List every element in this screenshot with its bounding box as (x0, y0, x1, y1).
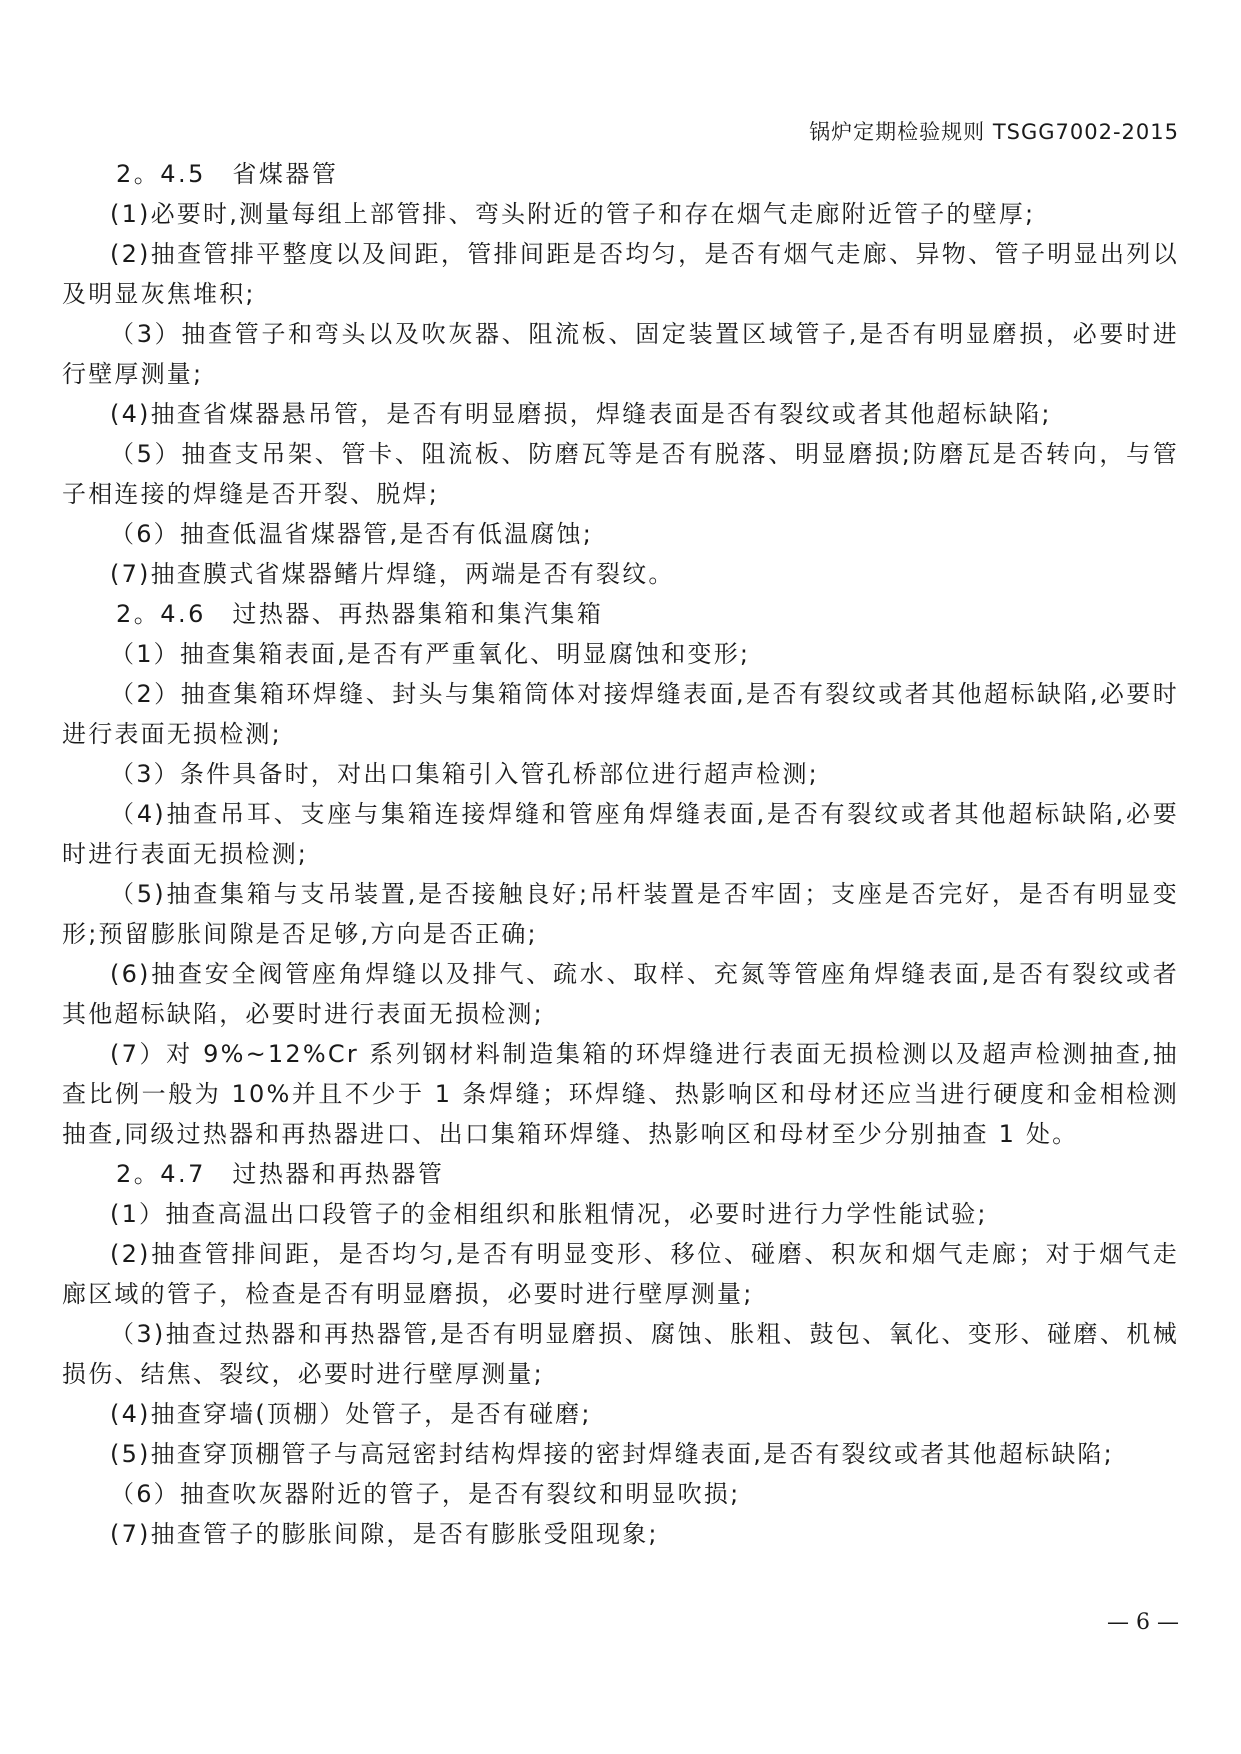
running-header: 锅炉定期检验规则 TSGG7002-2015 (809, 120, 1179, 144)
paragraph: (2)抽查管排间距，是否均匀,是否有明显变形、移位、碰磨、积灰和烟气走廊；对于烟气走廊区域的管子，检查是否有明显磨损，必要时进行壁厚测量; (62, 1240, 1179, 1308)
paragraph: （1）抽查集箱表面,是否有严重氧化、明显腐蚀和变形; (110, 640, 751, 668)
paragraph: (7）对 9%~12%Cr 系列钢材料制造集箱的环焊缝进行表面无损检测以及超声检测抽查,抽查比例一般为 10%并且不少于 1 条焊缝；环焊缝、热影响区和母材还应当进行硬度和金相检测抽查,同级过热器和再热器进口、出口集箱环焊缝、热影响区和母材至少分别抽查 1 处。 (62, 1040, 1179, 1148)
paragraph: （4)抽查吊耳、支座与集箱连接焊缝和管座角焊缝表面,是否有裂纹或者其他超标缺陷,必要时进行表面无损检测; (62, 800, 1179, 868)
paragraph: (7)抽查管子的膨胀间隙，是否有膨胀受阻现象; (110, 1520, 659, 1548)
paragraph: （5)抽查集箱与支吊装置,是否接触良好;吊杆装置是否牢固；支座是否完好，是否有明显变形;预留膨胀间隙是否足够,方向是否正确; (62, 880, 1179, 948)
paragraph: （6）抽查低温省煤器管,是否有低温腐蚀; (110, 520, 593, 548)
section-heading-2-4-7: 2。4.7 过热器和再热器管 (116, 1160, 445, 1188)
paragraph: （3)抽查过热器和再热器管,是否有明显磨损、腐蚀、胀粗、鼓包、氧化、变形、碰磨、机械损伤、结焦、裂纹，必要时进行壁厚测量; (62, 1320, 1179, 1388)
paragraph: (1)必要时,测量每组上部管排、弯头附近的管子和存在烟气走廊附近管子的壁厚; (110, 200, 1036, 228)
paragraph: （6）抽查吹灰器附近的管子，是否有裂纹和明显吹损; (110, 1480, 741, 1508)
paragraph: （2）抽查集箱环焊缝、封头与集箱筒体对接焊缝表面,是否有裂纹或者其他超标缺陷,必要时进行表面无损检测; (62, 680, 1179, 748)
paragraph: (1）抽查高温出口段管子的金相组织和胀粗情况，必要时进行力学性能试验; (110, 1200, 988, 1228)
paragraph: (4)抽查穿墙(顶棚）处管子，是否有碰磨; (110, 1400, 592, 1428)
paragraph: （3）抽查管子和弯头以及吹灰器、阻流板、固定装置区域管子,是否有明显磨损，必要时进行壁厚测量; (62, 320, 1179, 388)
page-number: — 6 — (1107, 1610, 1179, 1635)
paragraph: （3）条件具备时，对出口集箱引入管孔桥部位进行超声检测; (110, 760, 819, 788)
paragraph: （5）抽查支吊架、管卡、阻流板、防磨瓦等是否有脱落、明显磨损;防磨瓦是否转向，与管子相连接的焊缝是否开裂、脱焊; (62, 440, 1179, 508)
paragraph: (5)抽查穿顶棚管子与高冠密封结构焊接的密封焊缝表面,是否有裂纹或者其他超标缺陷; (110, 1440, 1114, 1468)
paragraph: (2)抽查管排平整度以及间距，管排间距是否均匀，是否有烟气走廊、异物、管子明显出列以及明显灰焦堆积; (62, 240, 1179, 308)
section-heading-2-4-5: 2。4.5 省煤器管 (116, 160, 339, 188)
section-heading-2-4-6: 2。4.6 过热器、再热器集箱和集汽集箱 (116, 600, 604, 628)
paragraph: (7)抽查膜式省煤器鳍片焊缝，两端是否有裂纹。 (110, 560, 675, 588)
paragraph: (4)抽查省煤器悬吊管，是否有明显磨损，焊缝表面是否有裂纹或者其他超标缺陷; (110, 400, 1052, 428)
document-body (62, 154, 1179, 1554)
paragraph: (6)抽查安全阀管座角焊缝以及排气、疏水、取样、充氮等管座角焊缝表面,是否有裂纹或者其他超标缺陷，必要时进行表面无损检测; (62, 960, 1179, 1028)
